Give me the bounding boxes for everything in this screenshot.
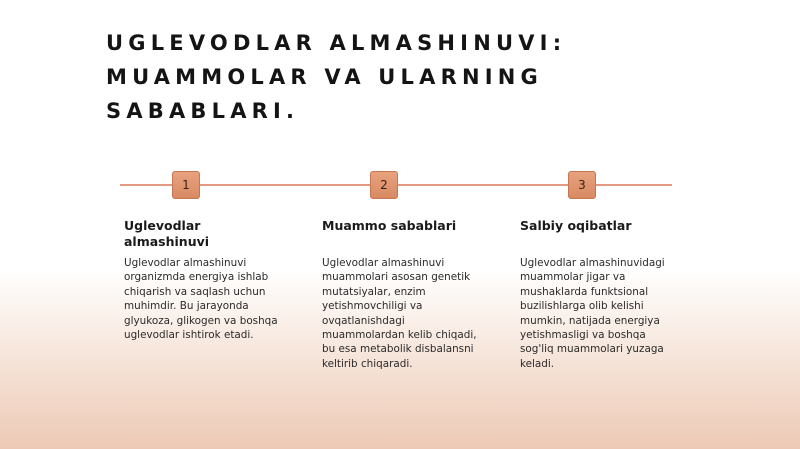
step-marker-1: 1 [172,171,200,199]
step-heading: Uglevodlar almashinuvi [124,218,210,249]
slide-title [106,26,706,128]
step-heading: Muammo sabablari [322,218,457,233]
step-marker-3: 3 [568,171,596,199]
step-text: Uglevodlar almashinuvi muammolari asosan genetik mutatsiyalar, enzim yetishmovchiligi va ovqatlanishdagi muammolardan kelib chiqadi, bu esa metabolik disbalansni keltirib chiqaradi. [322,257,477,370]
step-column-3 [520,218,678,371]
step-heading: Salbiy oqibatlar [520,218,632,233]
title-line: MUAMMOLAR VA ULARNING [106,65,543,89]
title-line: UGLEVODLAR ALMASHINUVI: [106,31,567,55]
step-column-1 [124,218,282,342]
step-marker-2: 2 [370,171,398,199]
title-line: SABABLARI. [106,99,300,123]
step-text: Uglevodlar almashinuvi organizmda energiya ishlab chiqarish va saqlash uchun muhimdir. Bu jarayonda glyukoza, glikogen va boshqa uglevodlar ishtirok etadi. [124,257,278,342]
step-column-2 [322,218,480,371]
step-text: Uglevodlar almashinuvidagi muammolar jigar va mushaklarda funktsional buzilishlarga olib kelishi mumkin, natijada energiya yetishmasligi va boshqa sog'liq muammolari yuzaga keladi. [520,257,665,370]
